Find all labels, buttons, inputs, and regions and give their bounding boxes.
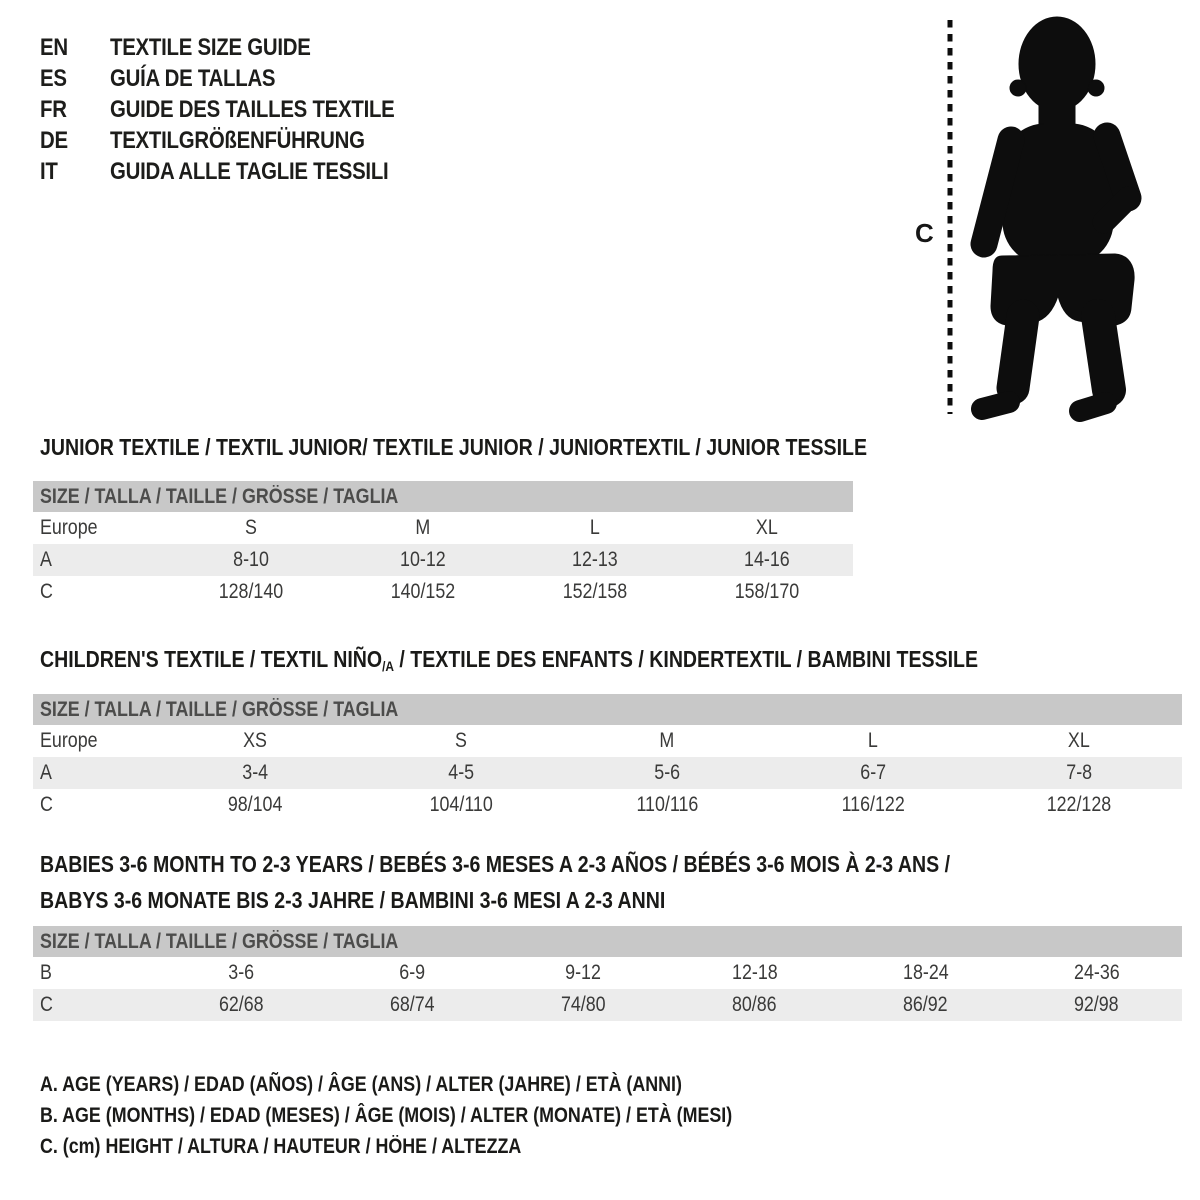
value-cell — [1011, 957, 1182, 989]
row-label-text: C — [40, 993, 53, 1016]
value-cell — [770, 789, 976, 821]
value-cell — [840, 989, 1011, 1021]
babies-size-table — [33, 926, 1182, 1021]
value-cell — [770, 757, 976, 789]
language-row-en — [40, 32, 445, 63]
language-code-text: FR — [40, 95, 67, 123]
row-label-cell — [33, 957, 156, 989]
row-label-cell — [33, 725, 152, 757]
value-cell — [681, 544, 853, 576]
children-section-title — [40, 646, 1144, 674]
value-text: 86/92 — [903, 993, 948, 1016]
guide-title-text: GUIDE DES TAILLES TEXTILE — [110, 95, 395, 123]
value-cell — [165, 544, 337, 576]
row-label-text: Europe — [40, 516, 98, 539]
babies-title-line1-text: BABIES 3-6 MONTH TO 2-3 YEARS / BEBÉS 3-6 MESES A 2-3 AÑOS / BÉBÉS 3-6 MOIS À 2-3 ANS / — [40, 851, 951, 877]
value-text: 9-12 — [565, 961, 602, 984]
value-text: 110/116 — [636, 793, 698, 816]
value-cell — [840, 957, 1011, 989]
value-cell — [337, 544, 509, 576]
value-text: 5-6 — [654, 761, 680, 784]
guide-title — [110, 96, 445, 124]
children-title-subscript: /A — [382, 658, 394, 674]
junior-section-title-text: JUNIOR TEXTILE / TEXTIL JUNIOR/ TEXTILE JUNIOR / JUNIORTEXTIL / JUNIOR TESSILE — [40, 434, 868, 460]
language-code — [40, 34, 110, 62]
value-text: 8-10 — [233, 548, 269, 571]
size-cell — [509, 512, 681, 544]
size-cell — [337, 512, 509, 544]
value-text: 128/140 — [218, 580, 284, 603]
guide-title-text: TEXTILE SIZE GUIDE — [110, 33, 311, 61]
junior-section-title — [40, 434, 1013, 461]
legend-line-b — [40, 1100, 854, 1131]
language-code-text: DE — [40, 126, 68, 154]
legend-line-a — [40, 1069, 854, 1100]
baby-height-figure — [905, 8, 1185, 428]
region-row — [33, 512, 853, 544]
value-cell — [156, 989, 327, 1021]
value-text: 116/122 — [841, 793, 905, 816]
size-header-text: SIZE / TALLA / TAILLE / GRÖSSE / TAGLIA — [40, 484, 399, 508]
value-cell — [358, 757, 564, 789]
row-label-cell — [33, 512, 165, 544]
value-text: 3-6 — [228, 961, 255, 984]
height-row — [33, 989, 1182, 1021]
value-text: 4-5 — [448, 761, 474, 784]
guide-title-text: GUIDA ALLE TAGLIE TESSILI — [110, 157, 389, 185]
language-code-text: ES — [40, 64, 67, 92]
value-cell — [498, 989, 669, 1021]
size-text: S — [245, 516, 257, 539]
size-header-cell — [33, 694, 1182, 725]
size-header-text: SIZE / TALLA / TAILLE / GRÖSSE / TAGLIA — [40, 697, 399, 721]
value-cell — [327, 989, 498, 1021]
language-row-es — [40, 63, 445, 94]
value-text: 14-16 — [744, 548, 790, 571]
value-cell — [976, 757, 1182, 789]
row-label-cell — [33, 544, 165, 576]
value-text: 68/74 — [390, 993, 435, 1016]
language-code-text: IT — [40, 157, 58, 185]
size-header-text: SIZE / TALLA / TAILLE / GRÖSSE / TAGLIA — [40, 929, 399, 953]
value-cell — [564, 757, 770, 789]
row-label-text: C — [40, 793, 53, 816]
value-cell — [509, 544, 681, 576]
language-row-fr — [40, 94, 445, 125]
value-cell — [976, 789, 1182, 821]
baby-silhouette — [982, 17, 1134, 411]
children-title-prefix: CHILDREN'S TEXTILE / TEXTIL NIÑO — [40, 646, 383, 672]
row-label-text: B — [40, 961, 52, 984]
size-text: M — [415, 516, 431, 539]
row-label-cell — [33, 789, 152, 821]
size-cell — [770, 725, 976, 757]
height-measure-label: C — [915, 218, 934, 248]
language-code — [40, 96, 110, 124]
language-row-it — [40, 156, 445, 187]
value-cell — [1011, 989, 1182, 1021]
value-cell — [337, 576, 509, 608]
size-cell — [165, 512, 337, 544]
legend-line-c — [40, 1131, 854, 1162]
value-text: 7-8 — [1066, 761, 1092, 784]
row-label-cell — [33, 757, 152, 789]
babies-title-line1 — [40, 846, 1111, 882]
value-text: 158/170 — [734, 580, 800, 603]
babies-section-title — [40, 846, 1111, 918]
row-label-text: A — [40, 548, 52, 571]
language-code — [40, 158, 110, 186]
children-title-suffix: / TEXTILE DES ENFANTS / KINDERTEXTIL / BAMBINI TESSILE — [393, 646, 979, 672]
value-text: 80/86 — [732, 993, 777, 1016]
value-text: 12-13 — [572, 548, 618, 571]
size-header-row — [33, 694, 1182, 725]
legend-line-a-text: A. AGE (YEARS) / EDAD (AÑOS) / ÂGE (ANS) / ALTER (JAHRE) / ETÀ (ANNI) — [40, 1073, 682, 1096]
guide-title — [110, 158, 438, 186]
value-cell — [165, 576, 337, 608]
value-text: 104/110 — [429, 793, 493, 816]
size-text: XS — [243, 729, 267, 752]
value-cell — [669, 957, 840, 989]
size-header-cell — [33, 481, 853, 512]
language-title-list — [40, 32, 445, 187]
value-cell — [681, 576, 853, 608]
size-text: L — [590, 516, 600, 539]
children-section-title-text — [40, 646, 978, 674]
guide-title-text: GUÍA DE TALLAS — [110, 64, 276, 92]
row-label-text: A — [40, 761, 52, 784]
value-text: 62/68 — [219, 993, 264, 1016]
value-text: 6-7 — [860, 761, 886, 784]
guide-title-text: TEXTILGRÖßENFÜHRUNG — [110, 126, 365, 154]
size-cell — [681, 512, 853, 544]
baby-silhouette-icon — [905, 8, 1175, 428]
size-text: XL — [756, 516, 778, 539]
age-years-row — [33, 757, 1182, 789]
region-row — [33, 725, 1182, 757]
language-code — [40, 127, 110, 155]
value-text: 140/152 — [390, 580, 456, 603]
language-code-text: EN — [40, 33, 68, 61]
row-label-text: Europe — [40, 729, 98, 752]
value-text: 74/80 — [561, 993, 606, 1016]
value-text: 122/128 — [1046, 793, 1112, 816]
value-cell — [564, 789, 770, 821]
row-label-cell — [33, 576, 165, 608]
value-cell — [358, 789, 564, 821]
size-text: M — [659, 729, 675, 752]
size-header-row — [33, 481, 853, 512]
value-text: 6-9 — [399, 961, 426, 984]
size-cell — [976, 725, 1182, 757]
value-text: 24-36 — [1073, 961, 1120, 984]
guide-title — [110, 127, 410, 155]
row-label-text: C — [40, 580, 53, 603]
size-header-cell — [33, 926, 1182, 957]
value-cell — [152, 757, 358, 789]
value-text: 10-12 — [400, 548, 446, 571]
value-text: 18-24 — [902, 961, 949, 984]
size-text: L — [868, 729, 878, 752]
language-row-de — [40, 125, 445, 156]
children-size-table — [33, 694, 1182, 821]
measure-legend — [40, 1069, 854, 1162]
babies-title-line2-text: BABYS 3-6 MONATE BIS 2-3 JAHRE / BAMBINI 3-6 MESI A 2-3 ANNI — [40, 887, 666, 913]
height-row — [33, 576, 853, 608]
value-text: 98/104 — [227, 793, 283, 816]
value-text: 92/98 — [1074, 993, 1119, 1016]
babies-title-line2 — [40, 882, 1111, 918]
row-label-cell — [33, 989, 156, 1021]
size-text: XL — [1068, 729, 1090, 752]
value-cell — [498, 957, 669, 989]
value-cell — [669, 989, 840, 1021]
age-years-row — [33, 544, 853, 576]
value-text: 12-18 — [731, 961, 778, 984]
height-row — [33, 789, 1182, 821]
size-cell — [358, 725, 564, 757]
value-cell — [156, 957, 327, 989]
value-cell — [152, 789, 358, 821]
language-code — [40, 65, 110, 93]
legend-line-c-text: C. (cm) HEIGHT / ALTURA / HAUTEUR / HÖHE / ALTEZZA — [40, 1135, 522, 1158]
junior-size-table — [33, 481, 853, 608]
value-cell — [509, 576, 681, 608]
age-months-row — [33, 957, 1182, 989]
size-cell — [564, 725, 770, 757]
guide-title — [110, 65, 304, 93]
size-header-row — [33, 926, 1182, 957]
guide-title — [110, 34, 346, 62]
legend-line-b-text: B. AGE (MONTHS) / EDAD (MESES) / ÂGE (MOIS) / ALTER (MONATE) / ETÀ (MESI) — [40, 1104, 733, 1127]
value-text: 3-4 — [242, 761, 268, 784]
value-text: 152/158 — [562, 580, 628, 603]
size-text: S — [455, 729, 467, 752]
value-cell — [327, 957, 498, 989]
size-cell — [152, 725, 358, 757]
